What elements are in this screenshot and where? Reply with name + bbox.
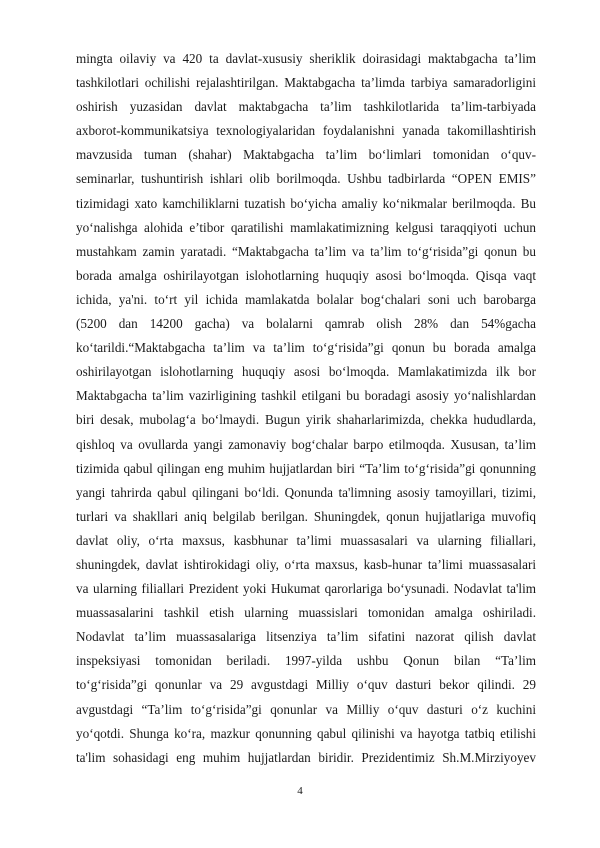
text-line: mustahkam zamin yaratadi. “Maktabgacha ta’lim va ta’lim to‘g‘risida”gi qonun bu bbox=[76, 243, 536, 259]
text-line: qishloq va ovullarda yangi zamonaviy bog‘chalar barpo etilmoqda. Xususan, ta’lim bbox=[76, 436, 536, 452]
text-line: Nodavlat ta’lim muassasalariga litsenziya ta’lim sifatini nazorat qilish davlat bbox=[76, 629, 536, 645]
text-line: muassasalarini tashkil etish ularning muassislari tomonidan amalga oshiriladi. bbox=[76, 605, 536, 621]
text-line: tizimidagi xato kamchiliklarni tuzatish bo‘yicha amaliy ko‘nikmalar berilmoqda. Bu bbox=[76, 195, 536, 211]
text-line: avgustdagi “Ta’lim to‘g‘risida”gi qonunlar va Milliy o‘quv dasturi o‘z kuchini bbox=[76, 701, 536, 717]
text-line: mingta oilaviy va 420 ta davlat-xususiy sheriklik doirasidagi maktabgacha ta’lim bbox=[76, 51, 536, 66]
text-line: turlari va shakllari aniq belgilab berilgan. Shuningdek, qonun hujjatlariga muvofiq bbox=[76, 508, 536, 524]
text-line: inspeksiyasi tomonidan beriladi. 1997-yilda ushbu Qonun bilan “Ta’lim bbox=[76, 653, 536, 669]
text-line: yo‘nalishga alohida e’tibor qaratilishi mamlakatimizning kelgusi taraqqiyoti uchun bbox=[76, 219, 536, 235]
page-number: 4 bbox=[297, 785, 303, 797]
text-line: tashkilotlari ochilishi rejalashtirilgan. Maktabgacha ta’limda tarbiya samaradorligini bbox=[76, 75, 536, 91]
text-line: seminarlar, tushuntirish ishlari olib borilmoqda. Ushbu tadbirlarda “OPEN EMIS” bbox=[76, 171, 536, 187]
text-line: oshirish yuzasidan davlat maktabgacha ta’lim tashkilotlarida ta’lim-tarbiyada bbox=[76, 99, 536, 115]
text-line: ichida, ya'ni. to‘rt yil ichida mamlakatda bolalar bog‘chalari soni uch barobarga bbox=[76, 291, 536, 307]
text-line: Maktabgacha ta’lim vazirligining tashkil etilgani bu boradagi asosiy yo‘nalishlardan bbox=[76, 388, 536, 404]
text-line: (5200 dan 14200 gacha) va bolalarni qamrab olish 28% dan 54%gacha bbox=[76, 316, 536, 332]
text-line: borada amalga oshirilayotgan islohotlarning huquqiy asosi bo‘lmoqda. Qisqa vaqt bbox=[76, 267, 536, 283]
text-line: davlat oliy, o‘rta maxsus, kasbhunar ta’limi muassasalari va ularning filiallari, bbox=[76, 532, 536, 548]
text-line: tizimida qabul qilingan eng muhim hujjatlardan biri “Ta’lim to‘g‘risida”gi qonunning bbox=[76, 460, 536, 476]
text-line: mavzusida tuman (shahar) Maktabgacha ta’lim bo‘limlari tomonidan o‘quv- bbox=[76, 147, 536, 163]
text-line: yo‘qotdi. Shunga ko‘ra, mazkur qonunning qabul qilinishi va hayotga tatbiq etilishi bbox=[76, 725, 536, 741]
text-line: biri desak, mubolag‘a bo‘lmaydi. Bugun yirik shaharlarimizda, chekka hududlarda, bbox=[76, 412, 536, 428]
text-line: ta'lim sohasidagi eng muhim hujjatlardan biridir. Prezidentimiz Sh.M.Mirziyoyev bbox=[76, 749, 536, 765]
text-line: axborot-kommunikatsiya texnologiyalaridan foydalanishni yanada takomillashtirish bbox=[76, 123, 536, 139]
body-text bbox=[76, 47, 536, 770]
text-line: yangi tahrirda qabul qilingani bo‘ldi. Qonunda ta'limning asosiy tamoyillari, tizimi, bbox=[76, 484, 536, 500]
text-line: oshirilayotgan islohotlarning huquqiy asosi bo‘lmoqda. Mamlakatimizda ilk bor bbox=[76, 364, 536, 380]
text-line: shuningdek, davlat ishtirokidagi oliy, o‘rta maxsus, kasb-hunar ta’limi muassasalari bbox=[76, 556, 536, 572]
text-line: to‘g‘risida”gi qonunlar va 29 avgustdagi Milliy o‘quv dasturi bekor qilindi. 29 bbox=[76, 677, 536, 693]
text-line: ko‘tarildi.“Maktabgacha ta’lim va ta’lim to‘g‘risida”gi qonun bu borada amalga bbox=[76, 340, 536, 356]
text-line: va ularning filiallari Prezident yoki Hukumat qarorlariga bo‘ysunadi. Nodavlat ta'lim bbox=[76, 581, 536, 597]
